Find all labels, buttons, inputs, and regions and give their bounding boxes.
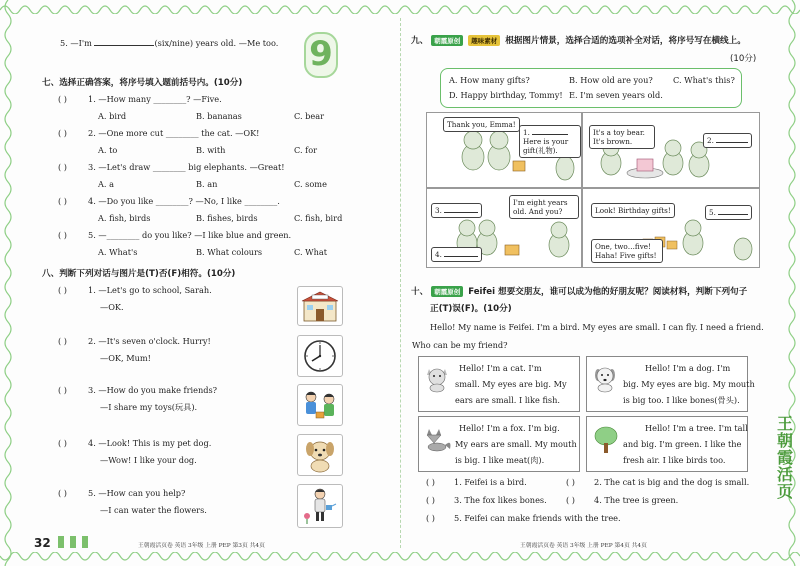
- section-10-title: [411, 285, 747, 297]
- section-instruction-cont: 正(T)误(F)。(10分): [430, 304, 512, 314]
- answer-blank[interactable]: [718, 214, 748, 215]
- question-number: 5.: [60, 38, 68, 48]
- card-line: My ears are small. My mouth: [455, 439, 577, 449]
- option-b: B. with: [196, 145, 226, 155]
- reading-card-dog: [586, 356, 755, 412]
- blank-number: 1.: [523, 128, 530, 137]
- section-instruction: 根据图片情景，选择合适的选项补全对话，将序号写在横线上。: [505, 36, 746, 46]
- dialogue-line: —OK, Mum!: [100, 353, 151, 363]
- statement: 4. The tree is green.: [594, 495, 679, 505]
- option-c: C. fish, bird: [294, 213, 343, 223]
- speech-bubble: [589, 125, 655, 149]
- right-footer: 王朝霞活页卷 英语 3年级 上册 PEP 第4页 共4页: [520, 543, 647, 549]
- scene-panel-1: [426, 112, 582, 188]
- speech-bubble: [705, 205, 752, 220]
- bubble-line: old. And you?: [513, 207, 563, 216]
- reading-intro: Who can be my friend?: [412, 340, 508, 350]
- option-c: C. What: [294, 247, 328, 257]
- hint-text: (six/nine): [154, 38, 194, 48]
- bubble-line: It's a toy bear.: [593, 128, 645, 137]
- answer-paren[interactable]: ( ): [426, 477, 435, 487]
- option-b: B. fishes, birds: [196, 213, 258, 223]
- dialogue-line: 5. —How can you help?: [88, 488, 186, 498]
- speech-bubble: [431, 203, 482, 218]
- option-a: A. to: [98, 145, 118, 155]
- speech-bubble: [431, 247, 482, 262]
- option-d: D. Happy birthday, Tommy!: [449, 90, 563, 100]
- kids-icon: [297, 384, 343, 426]
- section-score: (10分): [730, 54, 757, 64]
- dog-icon: [297, 434, 343, 476]
- answer-paren[interactable]: ( ): [566, 477, 575, 487]
- option-a: A. a: [98, 179, 114, 189]
- option-a: A. How many gifts?: [449, 75, 530, 85]
- left-wave-border: [0, 0, 14, 566]
- statement: 3. The fox likes bones.: [454, 495, 547, 505]
- answer-paren[interactable]: ( ): [58, 128, 67, 138]
- section-instruction: Feifei 想要交朋友，谁可以成为他的好朋友呢？阅读材料，判断下列句子: [468, 287, 748, 297]
- scene-panel-2: [582, 112, 760, 188]
- fox-icon: [421, 425, 453, 455]
- card-line: fresh air. I like birds too.: [623, 455, 726, 465]
- blank-number: 5.: [709, 208, 716, 217]
- answer-paren[interactable]: ( ): [566, 495, 575, 505]
- bubble-line: gift(礼物).: [523, 146, 558, 155]
- card-line: Hello! I'm a tree. I'm tall: [645, 423, 748, 433]
- bubble-line: One, two…five!: [595, 242, 651, 251]
- answer-paren[interactable]: ( ): [58, 336, 67, 346]
- question-text: —I'm: [70, 38, 92, 48]
- option-c: C. bear: [294, 111, 325, 121]
- answer-paren[interactable]: ( ): [58, 94, 67, 104]
- reading-card-tree: [586, 416, 748, 472]
- cat-icon: [423, 363, 451, 393]
- dialogue-line: —I share my toys(玩具).: [100, 402, 198, 412]
- reading-card-fox: [418, 416, 580, 472]
- answer-paren[interactable]: ( ): [58, 385, 67, 395]
- scene-panel-4: [582, 188, 760, 268]
- card-line: is big. I like meat(肉).: [455, 455, 545, 465]
- card-line: small. My eyes are big. My: [455, 379, 567, 389]
- speech-bubble: [519, 125, 581, 158]
- card-line: and big. I'm green. I like the: [623, 439, 742, 449]
- option-c: C. for: [294, 145, 318, 155]
- q6-5-line: [60, 38, 278, 49]
- blank-number: 2.: [707, 136, 714, 145]
- statement: 1. Feifei is a bird.: [454, 477, 527, 487]
- card-line: Hello! I'm a cat. I'm: [459, 363, 542, 373]
- original-badge: 朝霞原创: [431, 286, 463, 297]
- answer-blank[interactable]: [444, 256, 478, 257]
- speech-bubble: Look! Birthday gifts!: [591, 203, 675, 218]
- option-a: A. fish, birds: [98, 213, 151, 223]
- answer-paren[interactable]: ( ): [58, 488, 67, 498]
- clock-icon: [297, 335, 343, 377]
- section-8-title: 八、判断下列对话与图片是(T)否(F)相符。(10分): [42, 269, 236, 279]
- top-wave-border: [0, 0, 800, 14]
- answer-blank[interactable]: [444, 212, 478, 213]
- page-tab-marks: [58, 536, 102, 548]
- answer-blank[interactable]: [716, 142, 748, 143]
- scene-panel-3: [426, 188, 582, 268]
- page-divider: [400, 18, 401, 548]
- card-line: Hello! I'm a fox. I'm big.: [459, 423, 560, 433]
- speech-bubble: Thank you, Emma!: [443, 117, 520, 132]
- option-c: C. some: [294, 179, 327, 189]
- option-b: B. What colours: [196, 247, 263, 257]
- statement: 5. Feifei can make friends with the tree.: [454, 513, 621, 523]
- reading-card-cat: [418, 356, 580, 412]
- answer-paren[interactable]: ( ): [58, 196, 67, 206]
- dialogue-line: 3. —How do you make friends?: [88, 385, 218, 395]
- reading-intro: Hello! My name is Feifei. I'm a bird. My eyes are small. I can fly. I need a friend.: [430, 322, 764, 332]
- section-number: 十、: [411, 287, 429, 297]
- dialogue-line: —I can water the flowers.: [100, 505, 207, 515]
- bubble-line: Haha! Five gifts!: [595, 251, 657, 260]
- option-box: [440, 68, 742, 108]
- speech-bubble: [703, 133, 752, 148]
- card-line: ears are small. I like fish.: [455, 395, 560, 405]
- bubble-line: It's brown.: [593, 137, 633, 146]
- question-stem: 1. —How many ________? —Five.: [88, 94, 222, 104]
- section-9-title: [411, 34, 746, 46]
- left-footer: 王朝霞活页卷 英语 3年级 上册 PEP 第3页 共4页: [138, 543, 265, 549]
- dog-icon: [591, 363, 619, 393]
- bottom-wave-border: [0, 552, 800, 566]
- tree-icon: [591, 425, 621, 457]
- bubble-line: I'm eight years: [513, 198, 568, 207]
- question-stem: 5. —________ do you like? —I like blue and green.: [88, 230, 292, 240]
- blank-number: 4.: [435, 250, 442, 259]
- option-a: A. What's: [98, 247, 138, 257]
- card-line: Hello! I'm a dog. I'm: [645, 363, 731, 373]
- school-icon: [297, 286, 343, 326]
- option-b: B. bananas: [196, 111, 242, 121]
- dialogue-line: —Wow! I like your dog.: [100, 455, 197, 465]
- dialogue-line: —OK.: [100, 302, 124, 312]
- option-a: A. bird: [98, 111, 127, 121]
- answer-paren[interactable]: ( ): [58, 438, 67, 448]
- speech-bubble: [509, 195, 579, 219]
- side-brand-title: 王朝霞活页: [776, 414, 793, 501]
- page-number: 32: [34, 536, 51, 550]
- answer-paren[interactable]: ( ): [58, 162, 67, 172]
- option-b: B. How old are you?: [569, 75, 653, 85]
- fun-material-badge: 趣味素材: [468, 35, 500, 46]
- answer-paren[interactable]: ( ): [426, 495, 435, 505]
- answer-blank[interactable]: [94, 45, 154, 46]
- answer-blank[interactable]: [532, 134, 568, 135]
- question-stem: 2. —One more cut ________ the cat. —OK!: [88, 128, 260, 138]
- answer-paren[interactable]: ( ): [58, 230, 67, 240]
- question-stem: 3. —Let's draw ________ big elephants. —Great!: [88, 162, 285, 172]
- option-b: B. an: [196, 179, 218, 189]
- speech-bubble: [591, 239, 663, 263]
- water-flowers-icon: [297, 484, 343, 528]
- original-badge: 朝霞原创: [431, 35, 463, 46]
- question-text: years old. —Me too.: [195, 38, 279, 48]
- bubble-line: Here is your: [523, 137, 569, 146]
- card-line: big. My eyes are big. My mouth: [623, 379, 755, 389]
- dialogue-line: 1. —Let's go to school, Sarah.: [88, 285, 212, 295]
- option-c: C. What's this?: [673, 75, 735, 85]
- dialogue-line: 2. —It's seven o'clock. Hurry!: [88, 336, 211, 346]
- section-7-title: 七、选择正确答案，将序号填入题前括号内。(10分): [42, 78, 243, 88]
- section-number: 九、: [411, 36, 429, 46]
- option-e: E. I'm seven years old.: [569, 90, 663, 100]
- card-line: is big too. I like bones(骨头).: [623, 395, 740, 405]
- blank-number: 3.: [435, 206, 442, 215]
- big-number-nine: 9: [304, 32, 338, 78]
- answer-paren[interactable]: ( ): [58, 285, 67, 295]
- answer-paren[interactable]: ( ): [426, 513, 435, 523]
- question-stem: 4. —Do you like ________? —No, I like ________.: [88, 196, 280, 206]
- dialogue-line: 4. —Look! This is my pet dog.: [88, 438, 212, 448]
- statement: 2. The cat is big and the dog is small.: [594, 477, 750, 487]
